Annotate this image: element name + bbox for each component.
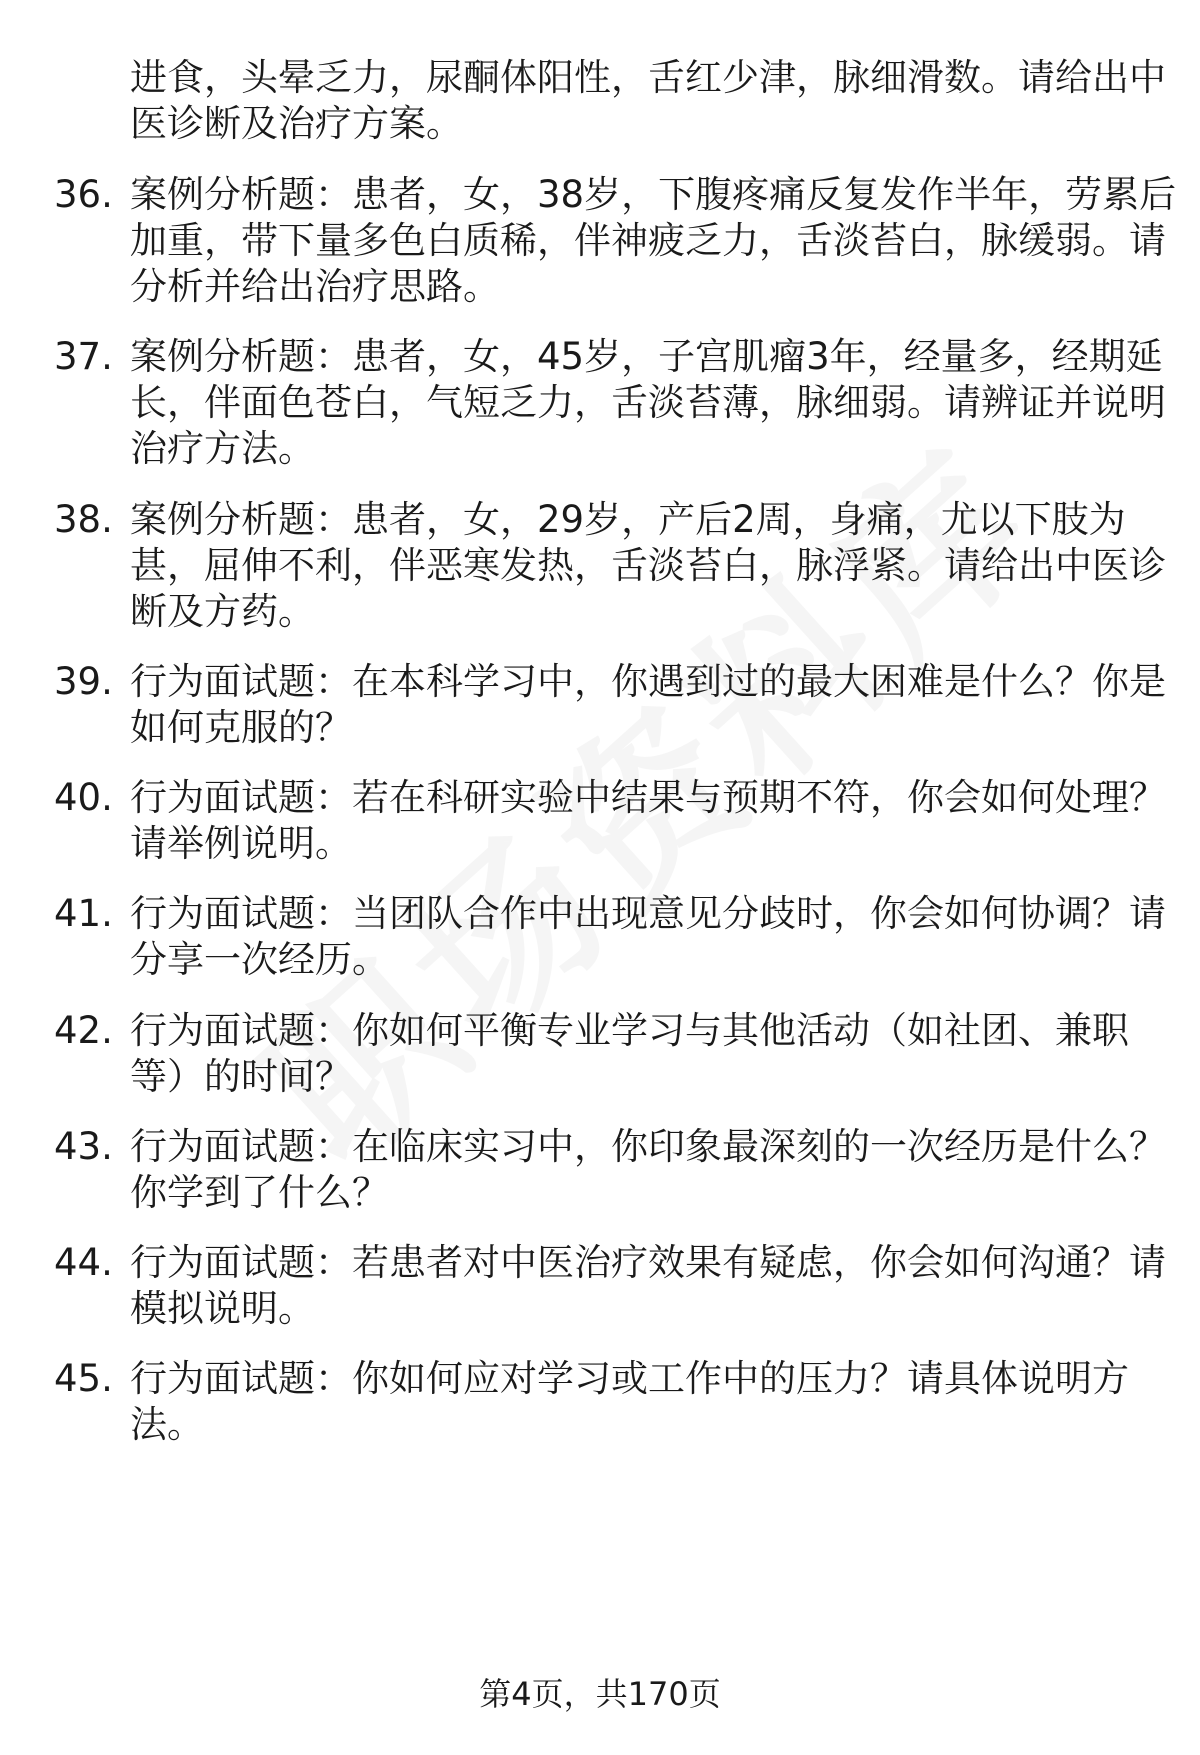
question-number: 43.: [54, 1125, 113, 1168]
question-line: 分析并给出治疗思路。: [130, 265, 500, 308]
question-line: 如何克服的？: [130, 706, 352, 749]
question-line: 案例分析题：患者，女，38岁，下腹疼痛反复发作半年，劳累后: [130, 173, 1177, 216]
question-line: 行为面试题：若患者对中医治疗效果有疑虑，你会如何沟通？请: [130, 1241, 1166, 1284]
question-line: 行为面试题：在临床实习中，你印象最深刻的一次经历是什么？: [130, 1125, 1166, 1168]
question-number: 42.: [54, 1009, 113, 1052]
question-number: 39.: [54, 660, 113, 703]
question-line: 治疗方法。: [130, 427, 315, 470]
question-line: 你学到了什么？: [130, 1171, 389, 1214]
question-line: 行为面试题：当团队合作中出现意见分歧时，你会如何协调？请: [130, 892, 1166, 935]
question-line: 案例分析题：患者，女，45岁，子宫肌瘤3年，经量多，经期延: [130, 335, 1163, 378]
question-line: 加重，带下量多色白质稀，伴神疲乏力，舌淡苔白，脉缓弱。请: [130, 219, 1166, 262]
question-number: 40.: [54, 776, 113, 819]
question-number: 45.: [54, 1357, 113, 1400]
question-number: 41.: [54, 892, 113, 935]
question-number: 36.: [54, 173, 113, 216]
continuation-line: 进食，头晕乏力，尿酮体阳性，舌红少津，脉细滑数。请给出中: [130, 56, 1166, 99]
question-number: 37.: [54, 335, 113, 378]
question-number: 38.: [54, 498, 113, 541]
question-line: 长，伴面色苍白，气短乏力，舌淡苔薄，脉细弱。请辨证并说明: [130, 381, 1166, 424]
question-line: 甚，屈伸不利，伴恶寒发热，舌淡苔白，脉浮紧。请给出中医诊: [130, 544, 1166, 587]
question-line: 等）的时间？: [130, 1055, 352, 1098]
question-line: 断及方药。: [130, 590, 315, 633]
question-line: 案例分析题：患者，女，29岁，产后2周，身痛，尤以下肢为: [130, 498, 1126, 541]
question-line: 请举例说明。: [130, 822, 352, 865]
question-line: 行为面试题：若在科研实验中结果与预期不符，你会如何处理？: [130, 776, 1166, 819]
question-line: 行为面试题：在本科学习中，你遇到过的最大困难是什么？你是: [130, 660, 1166, 703]
continuation-line: 医诊断及治疗方案。: [130, 102, 463, 145]
question-number: 44.: [54, 1241, 113, 1284]
question-line: 法。: [130, 1403, 204, 1446]
question-line: 行为面试题：你如何应对学习或工作中的压力？请具体说明方: [130, 1357, 1129, 1400]
question-line: 模拟说明。: [130, 1287, 315, 1330]
question-line: 分享一次经历。: [130, 938, 389, 981]
page-footer: 第4页，共170页: [479, 1675, 721, 1713]
question-line: 行为面试题：你如何平衡专业学习与其他活动（如社团、兼职: [130, 1009, 1129, 1052]
